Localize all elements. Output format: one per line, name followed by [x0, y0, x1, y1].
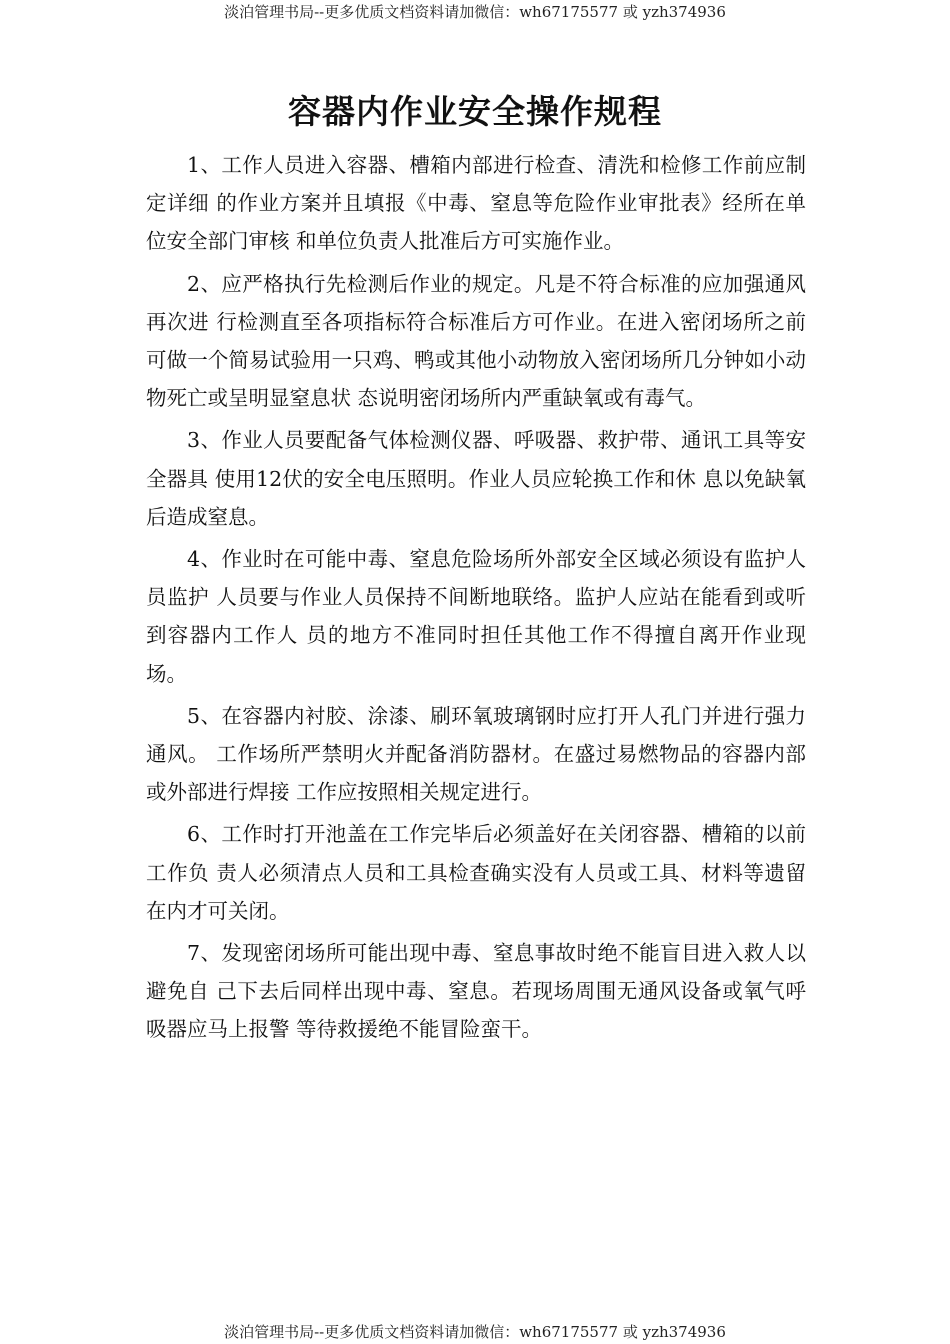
paragraph-4: 4、作业时在可能中毒、窒息危险场所外部安全区域必须设有监护人员监护 人员要与作业人员保持不间断地联络。监护人应站在能看到或听到容器内工作人 员的地方不准同时担任其他工作不得擅自离开作业现场。 [146, 547, 806, 686]
page-header: 淡泊管理书局--更多优质文档资料请加微信：wh67175577 或 yzh374936 [224, 3, 726, 21]
paragraph-2: 2、应严格执行先检测后作业的规定。凡是不符合标准的应加强通风再次进 行检测直至各项指标符合标准后方可作业。在进入密闭场所之前可做一个简易试验用一只鸡、鸭或其他小动物放入密闭场所几分钟如小动物死亡或呈明显窒息状 态说明密闭场所内严重缺氧或有毒气。 [146, 271, 806, 411]
paragraph-7: 7、发现密闭场所可能出现中毒、窒息事故时绝不能盲目进入救人以避免自 己下去后同样出现中毒、窒息。若现场周围无通风设备或氧气呼吸器应马上报警 等待救援绝不能冒险蛮干。 [146, 941, 806, 1042]
paragraph-6: 6、工作时打开池盖在工作完毕后必须盖好在关闭容器、槽箱的以前工作负 责人必须清点人员和工具检查确实没有人员或工具、材料等遗留在内才可关闭。 [146, 822, 806, 923]
page-title: 容器内作业安全操作规程 [288, 92, 662, 131]
paragraph-5: 5、在容器内衬胶、涂漆、刷环氧玻璃钢时应打开人孔门并进行强力通风。 工作场所严禁明火并配备消防器材。在盛过易燃物品的容器内部或外部进行焊接 工作应按照相关规定进行。 [146, 703, 806, 805]
paragraph-1: 1、工作人员进入容器、槽箱内部进行检查、清洗和检修工作前应制定详细 的作业方案并且填报《中毒、窒息等危险作业审批表》经所在单位安全部门审核 和单位负责人批准后方可实施作业。 [146, 153, 806, 254]
paragraph-3: 3、作业人员要配备气体检测仪器、呼吸器、救护带、通讯工具等安全器具 使用12伏的安全电压照明。作业人员应轮换工作和休 息以免缺氧后造成窒息。 [146, 428, 806, 529]
page-footer: 淡泊管理书局--更多优质文档资料请加微信：wh67175577 或 yzh374936 [224, 1323, 726, 1341]
document-body [146, 146, 806, 1053]
